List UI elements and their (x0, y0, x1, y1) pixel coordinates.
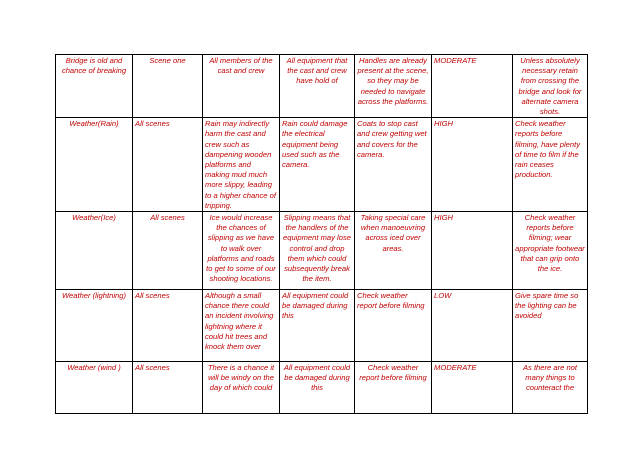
location-cell: All scenes (133, 362, 203, 414)
people-at-risk-cell: Although a small chance there could an incident involving lightning where it could hit trees and knock them over (203, 290, 280, 362)
risk-assessment-table (55, 54, 588, 414)
risk-level-cell: HIGH (432, 212, 513, 290)
people-at-risk-cell: All members of the cast and crew (203, 55, 280, 118)
control-measures-cell: Coats to stop cast and crew getting wet and covers for the camera. (355, 118, 432, 212)
people-at-risk-cell: Ice would increase the chances of slipping as we have to walk over platforms and roads to get to some of our shooting locations. (203, 212, 280, 290)
location-cell: All scenes (133, 212, 203, 290)
control-measures-cell: Check weather report before filming (355, 362, 432, 414)
further-action-cell: Give spare time so the lighting can be avoided (513, 290, 588, 362)
table-row (56, 362, 588, 414)
risk-level-cell: MODERATE (432, 55, 513, 118)
risk-level-cell: HIGH (432, 118, 513, 212)
hazard-cell: Bridge is old and chance of breaking (56, 55, 133, 118)
control-measures-cell: Handles are already present at the scene, so they may be needed to navigate across the platforms. (355, 55, 432, 118)
table-row (56, 290, 588, 362)
further-action-cell: Check weather reports before filming, have plenty of time to film if the rain ceases production. (513, 118, 588, 212)
control-measures-cell: Taking special care when manoeuvring across iced over areas. (355, 212, 432, 290)
equipment-at-risk-cell: Rain could damage the electrical equipment being used such as the camera. (280, 118, 355, 212)
location-cell: All scenes (133, 118, 203, 212)
risk-level-cell: MODERATE (432, 362, 513, 414)
hazard-cell: Weather (lightning) (56, 290, 133, 362)
hazard-cell: Weather (wind ) (56, 362, 133, 414)
table-row (56, 55, 588, 118)
hazard-cell: Weather(Ice) (56, 212, 133, 290)
further-action-cell: Unless absolutely necessary retain from crossing the bridge and look for alternate camera shots. (513, 55, 588, 118)
table-row (56, 212, 588, 290)
location-cell: All scenes (133, 290, 203, 362)
equipment-at-risk-cell: Slipping means that the handlers of the equipment may lose control and drop them which could subsequently break the item. (280, 212, 355, 290)
risk-level-cell: LOW (432, 290, 513, 362)
people-at-risk-cell: There is a chance it will be windy on the day of which could (203, 362, 280, 414)
location-cell: Scene one (133, 55, 203, 118)
equipment-at-risk-cell: All equipment could be damaged during this (280, 362, 355, 414)
further-action-cell: Check weather reports before filming; wear appropriate footwear that can grip onto the ice. (513, 212, 588, 290)
hazard-cell: Weather(Rain) (56, 118, 133, 212)
people-at-risk-cell: Rain may indirectly harm the cast and crew such as dampening wooden platforms and making mud much more slippy, leading to a higher chance of tripping. (203, 118, 280, 212)
equipment-at-risk-cell: All equipment that the cast and crew have hold of (280, 55, 355, 118)
further-action-cell: As there are not many things to counteract the (513, 362, 588, 414)
control-measures-cell: Check weather report before filming (355, 290, 432, 362)
equipment-at-risk-cell: All equipment could be damaged during this (280, 290, 355, 362)
table-row (56, 118, 588, 212)
